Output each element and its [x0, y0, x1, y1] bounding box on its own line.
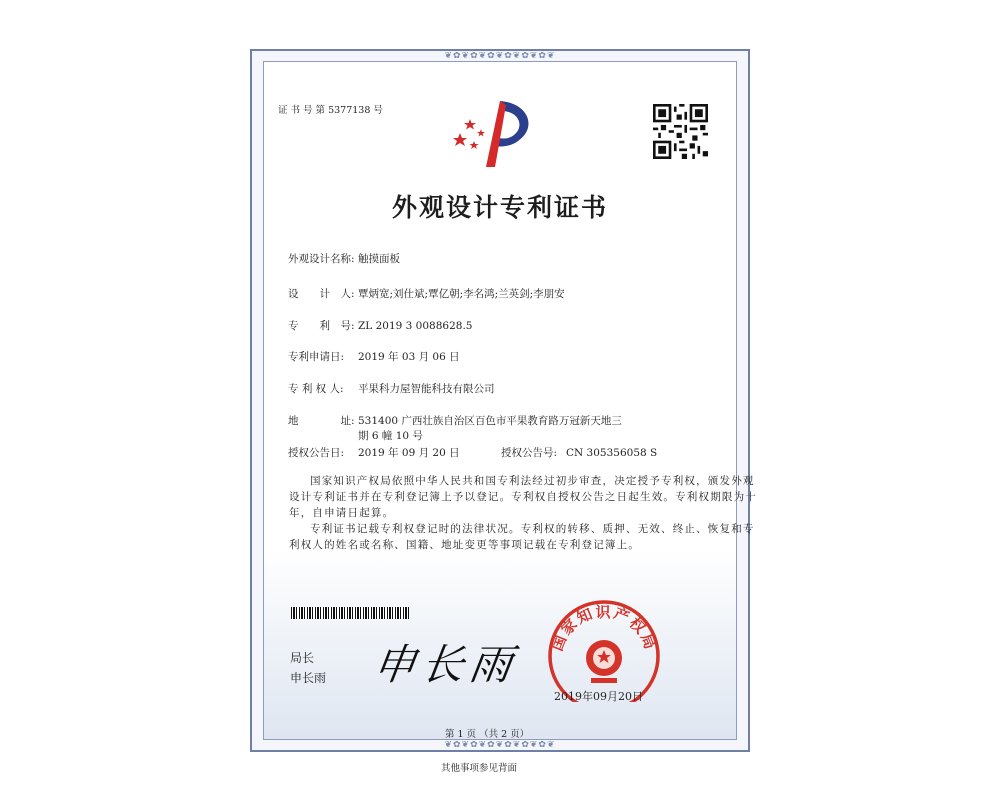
cnipa-logo-icon [448, 97, 542, 169]
certificate-title: 外观设计专利证书 [391, 193, 608, 222]
director-signature: 申长雨 [370, 640, 522, 689]
field-value-address-line2: 期 6 幢 10 号 [358, 430, 423, 442]
field-value-designers: 覃炳宽;刘仕斌;覃亿朝;李名鸿;兰英剑;李朋安 [358, 288, 565, 300]
seal-date: 2019年09月20日 [554, 690, 643, 703]
field-label-design-name: 外观设计名称: [288, 253, 355, 265]
paragraph-legal-line1: 专利证书记载专利权登记时的法律状况。专利权的转移、质押、无效、终止、恢复和专 [310, 523, 755, 535]
field-value-patent-number: ZL 2019 3 0088628.5 [358, 320, 473, 332]
announcement-number-label: 授权公告号: [501, 447, 558, 459]
footer-note: 其他事项参见背面 [441, 763, 518, 774]
official-seal-icon [541, 598, 667, 702]
announcement-number-value: CN 305356058 S [566, 447, 658, 459]
field-label-designers: 设 计 人: [288, 288, 355, 300]
paragraph-grant-line1: 国家知识产权局依照中华人民共和国专利法经过初步审查，决定授予专利权，颁发外观 [310, 475, 755, 487]
bottom-ornament: ❦✿❦✿❦✿❦✿❦✿❦✿❦ [444, 741, 556, 750]
field-label-patentee: 专 利 权 人: [288, 383, 344, 395]
field-value-design-name: 触摸面板 [358, 253, 400, 265]
field-value-application-date: 2019 年 03 月 06 日 [358, 351, 460, 363]
qr-code-icon [653, 104, 708, 159]
certificate-number: 证 书 号 第 5377138 号 [278, 105, 383, 116]
field-value-patentee: 平果科力屋智能科技有限公司 [358, 383, 495, 395]
top-ornament: ❦✿❦✿❦✿❦✿❦✿❦✿❦ [444, 52, 556, 61]
announcement-date-label: 授权公告日: [288, 447, 345, 459]
field-label-address: 地 址: [288, 415, 355, 427]
paragraph-grant-line2: 设计专利证书并在专利登记簿上予以登记。专利权自授权公告之日起生效。专利权期限为十 [289, 491, 757, 503]
field-label-patent-number: 专 利 号: [288, 320, 355, 332]
director-title: 局长 [290, 651, 315, 665]
barcode [291, 607, 409, 619]
field-value-address: 531400 广西壮族自治区百色市平果教育路万冠新天地三 [358, 415, 622, 427]
field-label-application-date: 专利申请日: [288, 351, 345, 363]
announcement-date-value: 2019 年 09 月 20 日 [358, 447, 460, 459]
paragraph-legal-line2: 利权人的姓名或名称、国籍、地址变更等事项记载在专利登记簿上。 [289, 539, 640, 551]
director-name: 申长雨 [290, 671, 327, 685]
page-number: 第 1 页 （共 2 页） [445, 729, 530, 740]
paragraph-grant-line3: 年，自申请日起算。 [289, 507, 395, 519]
seal-text: 国家知识产权局 [547, 603, 661, 654]
